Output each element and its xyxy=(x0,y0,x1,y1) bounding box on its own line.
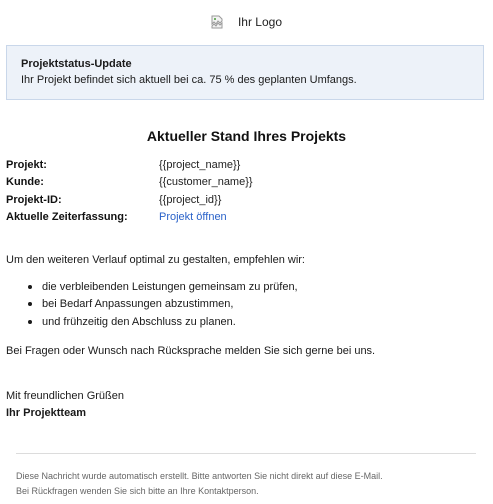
bullet-icon xyxy=(28,285,32,289)
list-item xyxy=(24,313,298,331)
detail-label: Aktuelle Zeiterfassung: xyxy=(6,211,128,224)
open-project-link[interactable]: Projekt öffnen xyxy=(159,211,227,224)
detail-row-project xyxy=(6,156,484,174)
logo xyxy=(211,15,282,29)
banner-text: Ihr Projekt befindet sich aktuell bei ca. 75 % des geplanten Umfangs. xyxy=(21,74,357,86)
detail-row-project-id xyxy=(6,191,484,209)
detail-row-time-tracking xyxy=(6,209,484,227)
status-banner xyxy=(6,45,484,100)
detail-row-customer xyxy=(6,174,484,192)
detail-label: Projekt-ID: xyxy=(6,193,62,206)
intro-text: Um den weiteren Verlauf optimal zu gestalten, empfehlen wir: xyxy=(6,254,305,266)
broken-image-icon xyxy=(211,15,224,29)
greeting xyxy=(6,388,124,422)
project-name-value: {{project_name}} xyxy=(159,158,241,171)
footer xyxy=(16,469,383,499)
footer-line-1: Diese Nachricht wurde automatisch erstellt. Bitte antworten Sie nicht direkt auf diese E-Mail. xyxy=(16,471,383,481)
footer-divider xyxy=(16,453,476,454)
detail-label: Kunde: xyxy=(6,176,44,189)
footer-line-2: Bei Rückfragen wenden Sie sich bitte an Ihre Kontaktperson. xyxy=(16,486,259,496)
list-item xyxy=(24,296,298,314)
list-item-text: bei Bedarf Anpassungen abzustimmen, xyxy=(42,298,234,311)
customer-name-value: {{customer_name}} xyxy=(159,176,253,189)
list-item-text: die verbleibenden Leistungen gemeinsam zu prüfen, xyxy=(42,280,298,293)
logo-alt-text: Ihr Logo xyxy=(237,15,283,29)
closing-text: Mit freundlichen Grüßen xyxy=(6,390,124,402)
bullet-icon xyxy=(28,302,32,306)
list-item-text: und frühzeitig den Abschluss zu planen. xyxy=(42,315,236,328)
recommendation-list xyxy=(24,278,298,331)
logo-area xyxy=(0,15,493,33)
list-item xyxy=(24,278,298,296)
project-details xyxy=(6,156,484,226)
banner-title: Projektstatus-Update xyxy=(21,58,132,70)
section-title: Aktueller Stand Ihres Projekts xyxy=(146,128,347,144)
questions-text: Bei Fragen oder Wunsch nach Rücksprache melden Sie sich gerne bei uns. xyxy=(6,345,376,357)
detail-label: Projekt: xyxy=(6,158,47,171)
signature-text: Ihr Projektteam xyxy=(6,407,87,419)
project-id-value: {{project_id}} xyxy=(159,193,222,206)
bullet-icon xyxy=(28,320,32,324)
